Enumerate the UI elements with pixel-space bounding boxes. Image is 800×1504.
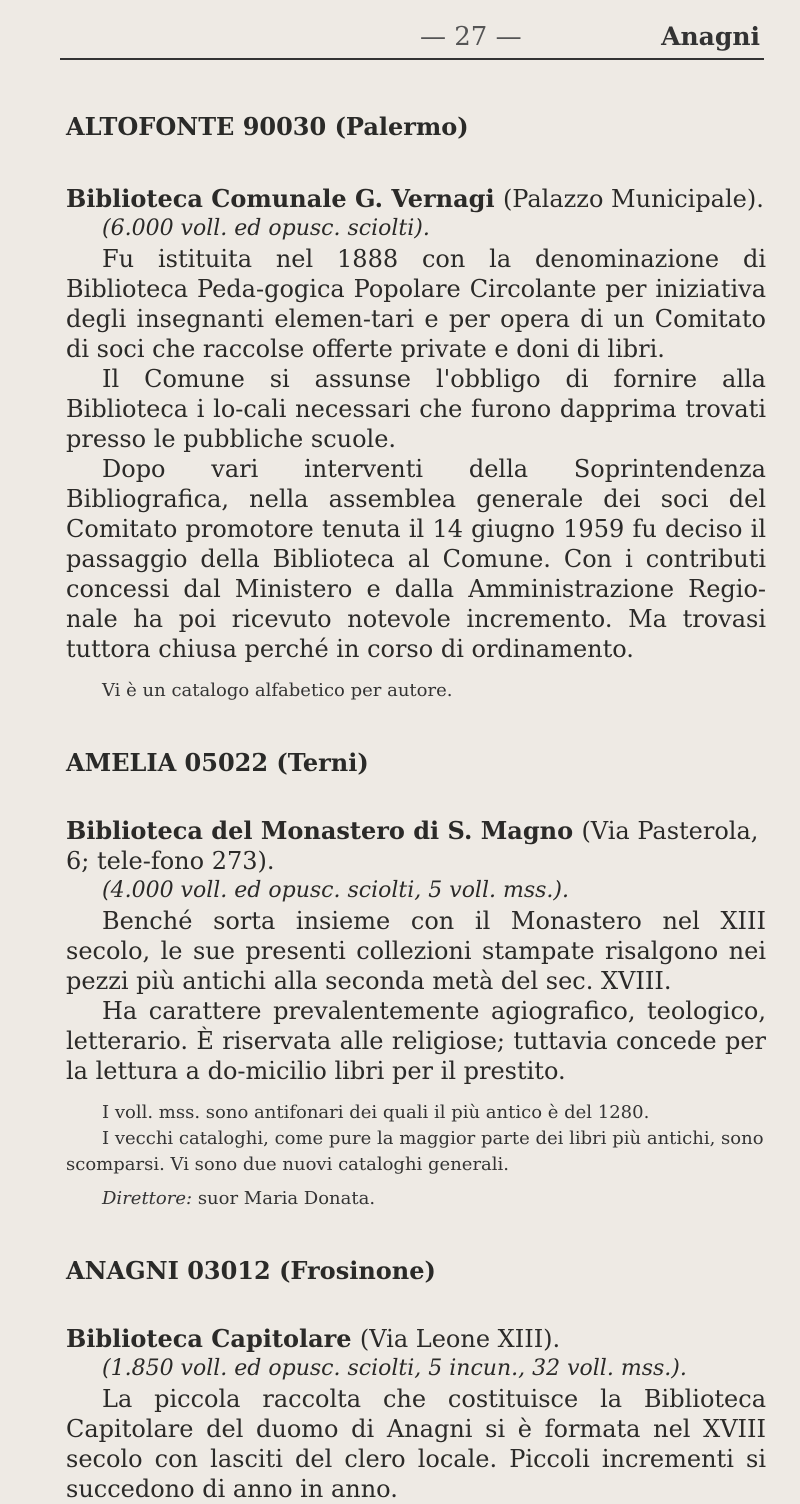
- library-name: Biblioteca Capitolare (Via Leone XIII).: [66, 1324, 561, 1353]
- paragraph: Benché sorta insieme con il Monastero nel XIII secolo, le sue presenti collezioni stampate risalgono nei pezzi più antichi alla seconda metà del sec. XVIII.: [66, 907, 766, 995]
- paragraph: La piccola raccolta che costituisce la Biblioteca Capitolare del duomo di Anagni si è formata nel XVIII secolo con lasciti del clero locale. Piccoli incrementi si succedono di anno in anno.: [66, 1385, 766, 1503]
- entry-anagni: [66, 1254, 766, 1504]
- director-line: Direttore: suor Maria Donata.: [102, 1188, 376, 1209]
- paragraph: Il Comune si assunse l'obbligo di fornire alla Biblioteca i lo-cali necessari che furono dapprima trovati presso le pubbliche scuole.: [66, 365, 766, 453]
- place-heading: AMELIA 05022 (Terni): [66, 748, 369, 777]
- paragraph: Dopo vari interventi della Soprintendenza Bibliografica, nella assemblea generale dei soci del Comitato promotore tenuta il 14 giugno 1959 fu deciso il passaggio della Biblioteca al Comune. Con i contributi concessi dal Ministero e dalla Amministrazione Regio-nale ha poi ricevuto notevole incremento. Ma trovasi tuttora chiusa perché in corso di ordinamento.: [66, 455, 766, 663]
- page-content: [66, 110, 766, 1504]
- entry-amelia: [66, 746, 766, 1212]
- note: I vecchi cataloghi, come pure la maggior parte dei libri più antichi, sono scomparsi. Vi sono due nuovi cataloghi generali.: [66, 1128, 764, 1175]
- running-head: Anagni: [661, 22, 760, 51]
- paragraph: Fu istituita nel 1888 con la denominazione di Biblioteca Peda-gogica Popolare Circolante per iniziativa degli insegnanti elemen-tari e per opera di un Comitato di soci che raccolse offerte private e doni di libri.: [66, 245, 766, 363]
- page-number: — 27 —: [420, 22, 522, 52]
- holdings: (6.000 voll. ed opusc. sciolti).: [102, 216, 430, 241]
- note: Vi è un catalogo alfabetico per autore.: [102, 680, 453, 701]
- entry-altofonte: [66, 110, 766, 704]
- paragraph: Ha carattere prevalentemente agiografico, teologico, letterario. È riservata alle religiose; tuttavia concede per la lettura a do-micilio libri per il prestito.: [66, 997, 766, 1085]
- library-name: Biblioteca Comunale G. Vernagi (Palazzo Municipale).: [66, 184, 764, 213]
- note: I voll. mss. sono antifonari dei quali il più antico è del 1280.: [102, 1102, 650, 1123]
- place-heading: ANAGNI 03012 (Frosinone): [66, 1256, 436, 1285]
- holdings: (1.850 voll. ed opusc. sciolti, 5 incun., 32 voll. mss.).: [102, 1356, 687, 1381]
- page-header: [60, 18, 764, 60]
- place-heading: ALTOFONTE 90030 (Palermo): [66, 112, 469, 141]
- holdings: (4.000 voll. ed opusc. sciolti, 5 voll. mss.).: [102, 878, 570, 903]
- library-name: Biblioteca del Monastero di S. Magno (Via Pasterola, 6; tele-fono 273).: [66, 816, 759, 875]
